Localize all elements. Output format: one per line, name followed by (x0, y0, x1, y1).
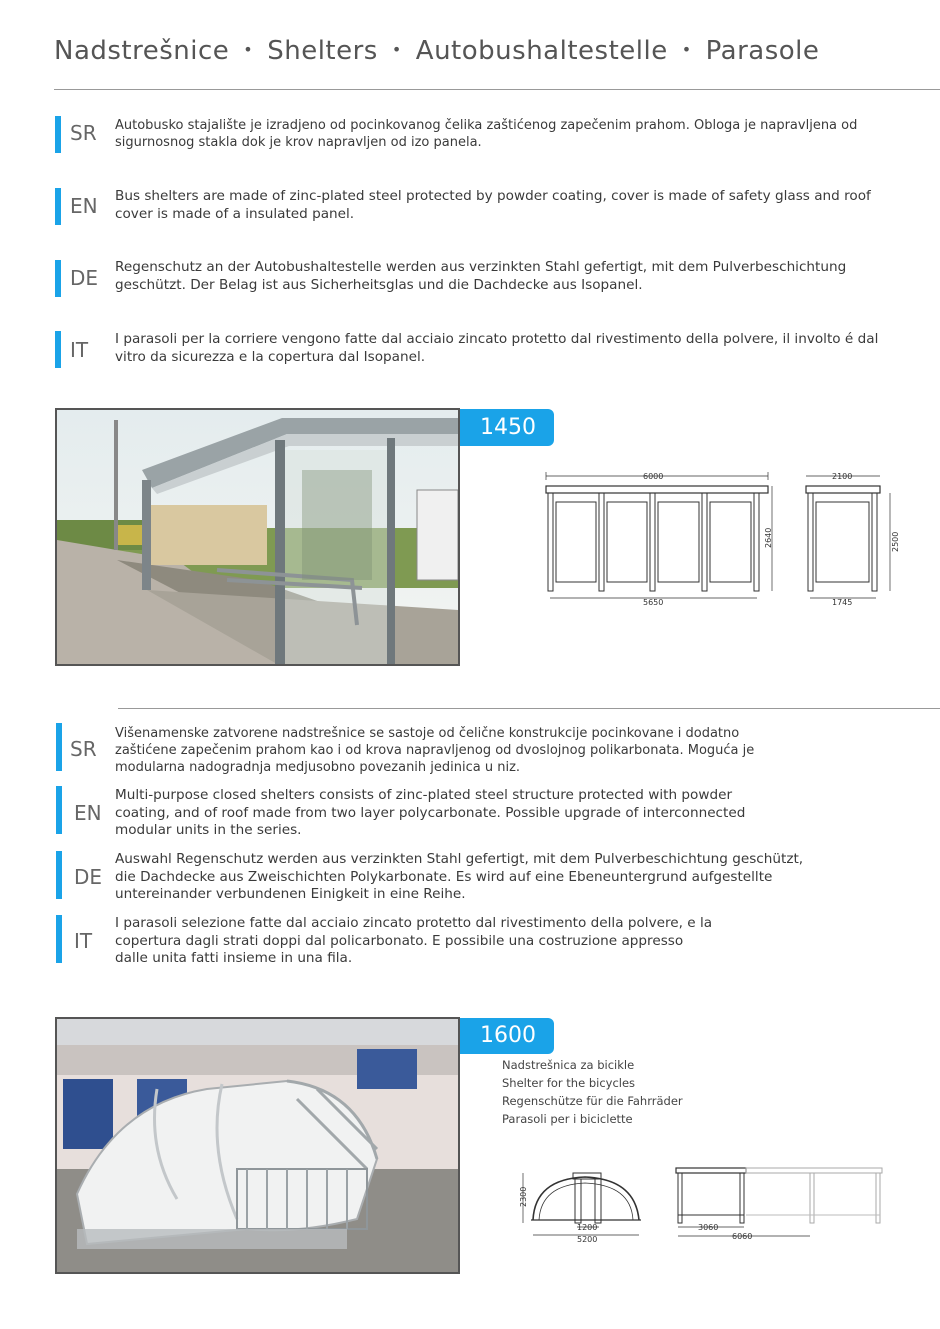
dimension-label: 1745 (832, 598, 853, 607)
description-sr: Višenamenske zatvorene nadstrešnice se sastoje od čelične konstrukcije pocinkovane i dodatno zaštićene zapečenim prahom kao i od krova napravljenog od dvoslojnog polikarbonata. Moguća je modularna nadogradnja medjusobno povezanih jedinica u niz. (115, 726, 755, 775)
lang-marker-bar (56, 723, 62, 771)
lang-code-de: DE (74, 865, 103, 889)
section-divider (118, 708, 940, 709)
lang-marker-bar (55, 260, 61, 297)
description-en: Bus shelters are made of zinc-plated steel protected by powder coating, cover is made of safety glass and roof cover is made of a insulated panel. (115, 188, 871, 222)
dimension-label: 5200 (577, 1235, 598, 1244)
dimension-label: 5650 (643, 598, 664, 607)
caption-list (502, 1056, 683, 1128)
dimension-label: 6060 (732, 1232, 753, 1241)
bicycle-shelter-photo (55, 1017, 460, 1274)
title-en: Shelters (267, 36, 378, 66)
caption-sr: Nadstrešnica za bicikle (502, 1058, 635, 1072)
dimension-label: 6000 (643, 472, 664, 481)
lang-marker-bar (55, 116, 61, 153)
dimension-label: 2300 (519, 1186, 528, 1207)
front-view-drawing (538, 466, 778, 612)
lang-code-it: IT (70, 338, 89, 362)
lang-marker-bar (55, 331, 61, 368)
caption-it: Parasoli per i biciclette (502, 1112, 633, 1126)
description-sr: Autobusko stajalište je izradjeno od pocinkovanog čelika zaštićenog zapečenim prahom. Obloga je napravljena od sigurnosnog stakla dok je krov napravljen od izo panela. (115, 118, 858, 150)
header-divider (54, 89, 940, 90)
title-separator: • (681, 40, 692, 59)
lang-code-sr: SR (70, 121, 97, 145)
title-separator: • (243, 40, 254, 59)
description-it: I parasoli per la corriere vengono fatte dal acciaio zincato protetto dal rivestimento della polvere, il involto é dal vitro da sicurezza e la copertura dal Isopanel. (115, 331, 879, 365)
dimension-label: 2640 (764, 527, 773, 548)
model-badge: 1450 (460, 409, 554, 446)
lang-code-en: EN (70, 194, 98, 218)
dimension-label: 3060 (698, 1223, 719, 1232)
title-separator: • (391, 40, 402, 59)
caption-en: Shelter for the bicycles (502, 1076, 636, 1090)
title-it: Parasole (705, 36, 820, 66)
lang-marker-bar (55, 188, 61, 225)
bicycle-shelter-front-drawing (515, 1165, 655, 1245)
lang-code-de: DE (70, 266, 99, 290)
lang-code-en: EN (74, 801, 102, 825)
description-it: I parasoli selezione fatte dal acciaio zincato protetto dal rivestimento della polvere, e la copertura dagli strati doppi dal policarbonato. E possibile una costruzione appresso dalle unita fatti insieme in una fila. (115, 915, 713, 966)
description-en: Multi-purpose closed shelters consists of zinc-plated steel structure protected with powder coating, and of roof made from two layer polycarbonate. Possible upgrade of interconnected modular units in the series. (115, 787, 746, 838)
description-de: Regenschutz an der Autobushaltestelle werden aus verzinkten Stahl gefertigt, mit dem Pulverbeschichtung geschützt. Der Belag ist aus Sicherheitsglas und die Dachdecke aus Isopanel. (115, 259, 847, 293)
model-badge: 1600 (460, 1018, 554, 1054)
lang-marker-bar (56, 786, 62, 834)
dimension-label: 1200 (577, 1223, 598, 1232)
bus-shelter-photo (55, 408, 460, 666)
lang-code-it: IT (74, 929, 93, 953)
title-sr: Nadstrešnice (54, 36, 230, 66)
dimension-label: 2500 (891, 531, 900, 552)
side-view-drawing (800, 466, 908, 612)
page-title (54, 36, 819, 66)
lang-marker-bar (56, 851, 62, 899)
bicycle-shelter-side-drawing (670, 1160, 888, 1245)
title-de: Autobushaltestelle (415, 36, 668, 66)
dimension-label: 2100 (832, 472, 853, 481)
caption-de: Regenschütze für die Fahrräder (502, 1094, 683, 1108)
lang-marker-bar (56, 915, 62, 963)
lang-code-sr: SR (70, 737, 97, 761)
description-de: Auswahl Regenschutz werden aus verzinkten Stahl gefertigt, mit dem Pulverbeschichtung geschützt, die Dachdecke aus Zweischichten Polykarbonate. Es wird auf eine Ebeneuntergrund aufgestellte untereinander verbundenen Einigkeit in eine Reihe. (115, 851, 804, 902)
